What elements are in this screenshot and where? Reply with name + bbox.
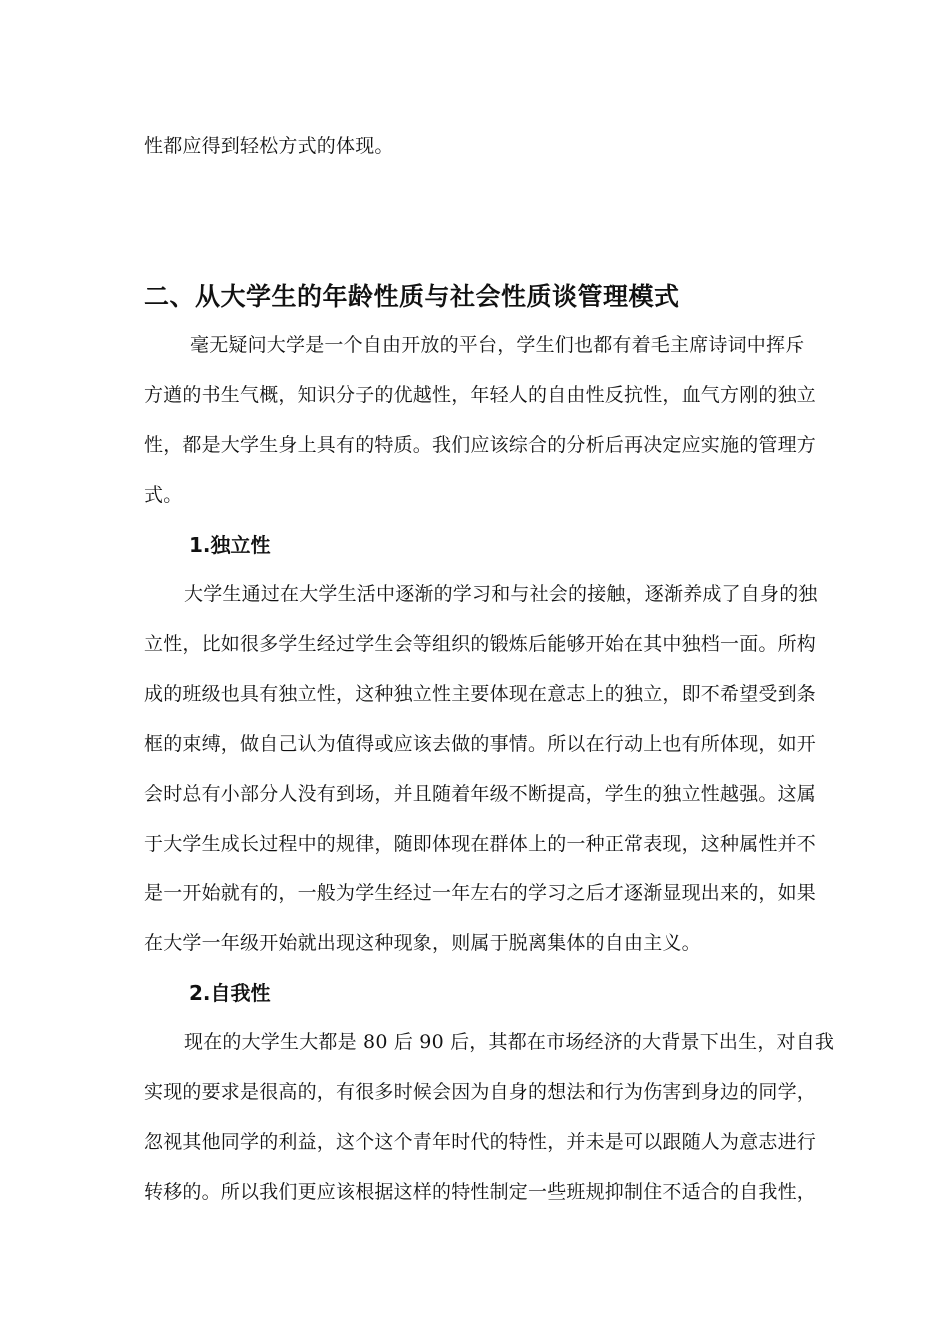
paragraph-line: 实现的要求是很高的，有很多时候会因为自身的想法和行为伤害到身边的同学，	[144, 1081, 817, 1103]
subsection-heading-selfhood: 2.自我性	[189, 981, 271, 1005]
section-heading: 二、从大学生的年龄性质与社会性质谈管理模式	[144, 282, 680, 311]
paragraph-line: 立性，比如很多学生经过学生会等组织的锻炼后能够开始在其中独档一面。所构	[144, 633, 817, 655]
paragraph-line: 现在的大学生大都是 80 后 90 后，其都在市场经济的大背景下出生，对自我	[184, 1031, 835, 1053]
subsection-heading-independence: 1.独立性	[189, 533, 271, 557]
paragraph-line: 式。	[144, 484, 183, 506]
paragraph-line: 毫无疑问大学是一个自由开放的平台，学生们也都有着毛主席诗词中挥斥	[190, 334, 805, 356]
paragraph-line: 成的班级也具有独立性，这种独立性主要体现在意志上的独立，即不希望受到条	[144, 683, 817, 705]
paragraph-line: 转移的。所以我们更应该根据这样的特性制定一些班规抑制住不适合的自我性，	[144, 1181, 817, 1203]
paragraph-line: 性都应得到轻松方式的体现。	[144, 135, 394, 157]
paragraph-line: 于大学生成长过程中的规律，随即体现在群体上的一种正常表现，这种属性并不	[144, 833, 817, 855]
paragraph-line: 是一开始就有的，一般为学生经过一年左右的学习之后才逐渐显现出来的，如果	[144, 882, 817, 904]
paragraph-line: 框的束缚，做自己认为值得或应该去做的事情。所以在行动上也有所体现，如开	[144, 733, 817, 755]
paragraph-line: 大学生通过在大学生活中逐渐的学习和与社会的接触，逐渐养成了自身的独	[184, 583, 818, 605]
paragraph-line: 忽视其他同学的利益，这个这个青年时代的特性，并未是可以跟随人为意志进行	[144, 1131, 817, 1153]
paragraph-line: 会时总有小部分人没有到场，并且随着年级不断提高，学生的独立性越强。这属	[144, 783, 817, 805]
paragraph-line: 性，都是大学生身上具有的特质。我们应该综合的分析后再决定应实施的管理方	[144, 434, 817, 456]
paragraph-line: 在大学一年级开始就出现这种现象，则属于脱离集体的自由主义。	[144, 932, 701, 954]
paragraph-line: 方遒的书生气概，知识分子的优越性，年轻人的自由性反抗性，血气方刚的独立	[144, 384, 817, 406]
